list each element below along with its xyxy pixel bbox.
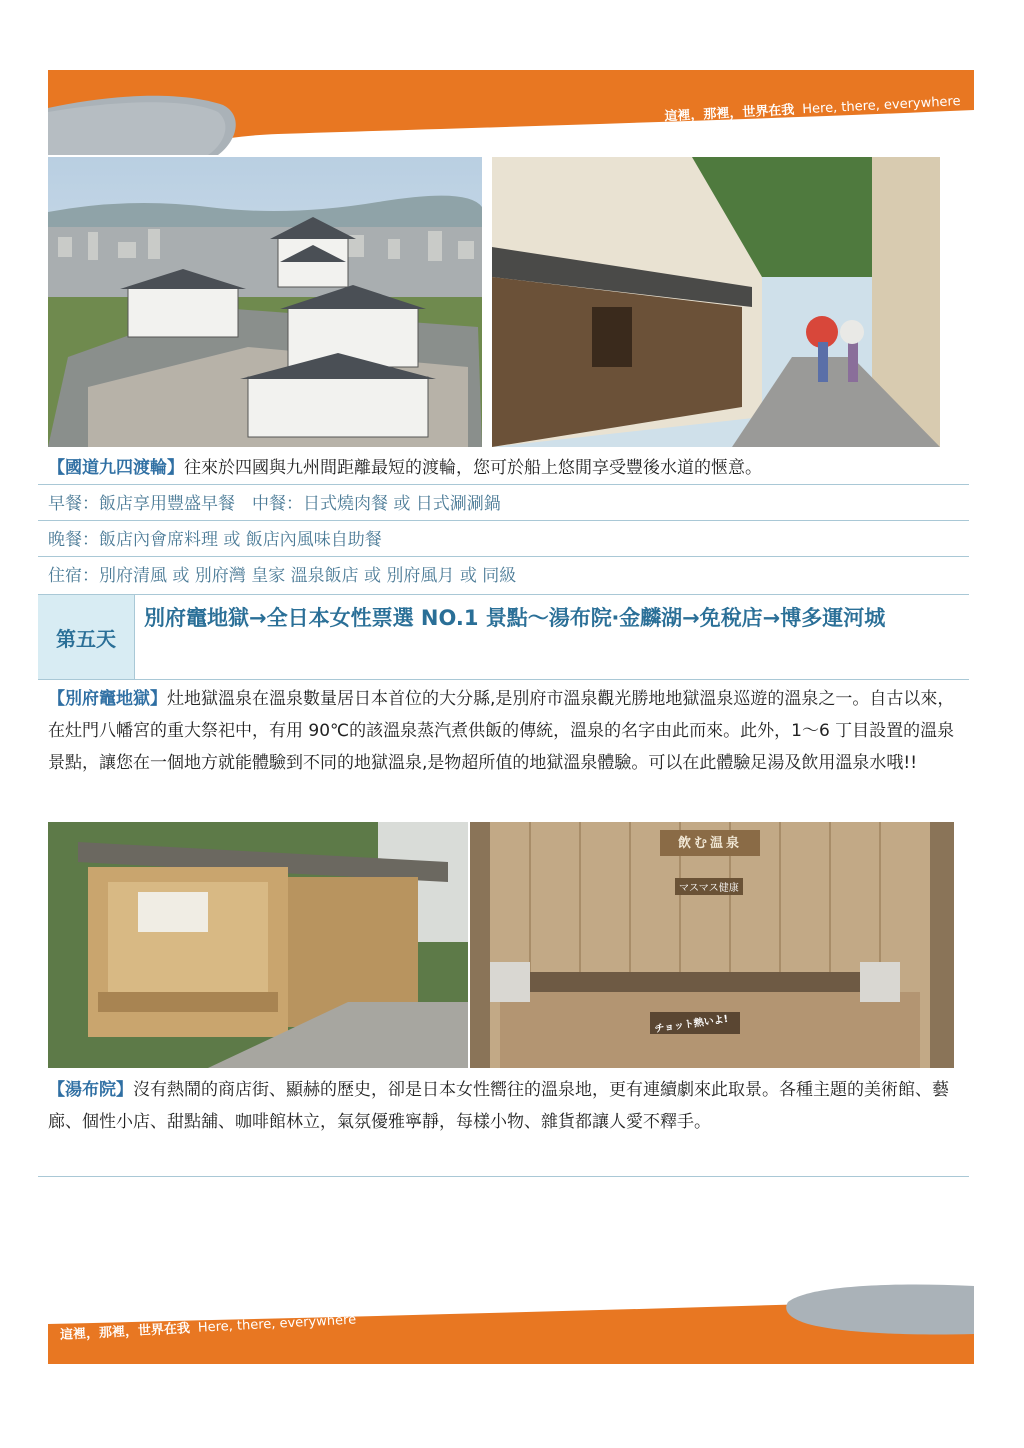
yufuin-paragraph [48, 1074, 960, 1138]
ferry-tag: 【國道九四渡輪】 [48, 458, 184, 478]
meal-line-2: 晚餐：飯店內會席料理 或 飯店內風味自助餐 [48, 530, 382, 550]
kamado-paragraph [48, 683, 960, 779]
footbath-photo [48, 822, 468, 1068]
day-row [38, 594, 969, 680]
ferry-text: 往來於四國與九州間距離最短的渡輪，您可於船上悠閒享受豐後水道的愜意。 [184, 458, 762, 478]
slogan-en: Here, there, everywhere [801, 94, 961, 118]
slogan-en: Here, there, everywhere [197, 1312, 357, 1336]
slogan-zh: 這裡，那裡，世界在我 [59, 1321, 191, 1343]
divider [38, 1176, 969, 1177]
yufuin-text: 沒有熱鬧的商店街、顯赫的歷史，卻是日本女性嚮往的溫泉地，更有連續劇來此取景。各種主題的美術館、藝廊、個性小店、甜點舖、咖啡館林立，氣氛優雅寧靜，每樣小物、雜貨都讓人愛不釋手。 [48, 1080, 949, 1132]
day-title: 別府竈地獄→全日本女性票選 NO.1 景點～湯布院‧金麟湖→免稅店→博多運河城 [144, 606, 886, 630]
divider [38, 520, 969, 521]
divider [38, 556, 969, 557]
kamado-tag: 【別府竈地獄】 [48, 689, 167, 709]
sign-health: マスマス健康 [675, 878, 743, 895]
kamado-text: 灶地獄溫泉在溫泉數量居日本首位的大分縣,是別府市溫泉觀光勝地地獄溫泉巡遊的溫泉之一。自古以來，在灶門八幡宮的重大祭祀中，有用 90℃的該溫泉蒸汽煮供飯的傳統，溫泉的名字由此而來。此外，1～6 丁目設置的溫泉景點，讓您在一個地方就能體驗到不同的地獄溫泉,是物超所值的地獄溫泉體驗。可以在此體驗足湯及飲用溫泉水哦!! [48, 689, 955, 773]
sign-hot: チョット熱いよ! [653, 1013, 729, 1036]
lodging-line: 住宿：別府清風 或 別府灣 皇家 溫泉飯店 或 別府風月 或 同級 [48, 566, 517, 586]
ferry-line [48, 455, 762, 481]
meal-line-1: 早餐：飯店享用豐盛早餐 中餐：日式燒肉餐 或 日式涮涮鍋 [48, 494, 501, 514]
yufuin-tag: 【湯布院】 [48, 1080, 133, 1100]
sign-drink: 飲む温泉 [677, 836, 742, 851]
drink-spring-photo [470, 822, 954, 1068]
castle-photo [48, 157, 482, 447]
divider [38, 484, 969, 485]
day-label: 第五天 [38, 595, 135, 679]
slogan-zh: 這裡，那裡，世界在我 [663, 102, 795, 125]
bottom-banner [48, 1284, 974, 1364]
street-photo [492, 157, 940, 447]
top-banner [48, 70, 974, 155]
